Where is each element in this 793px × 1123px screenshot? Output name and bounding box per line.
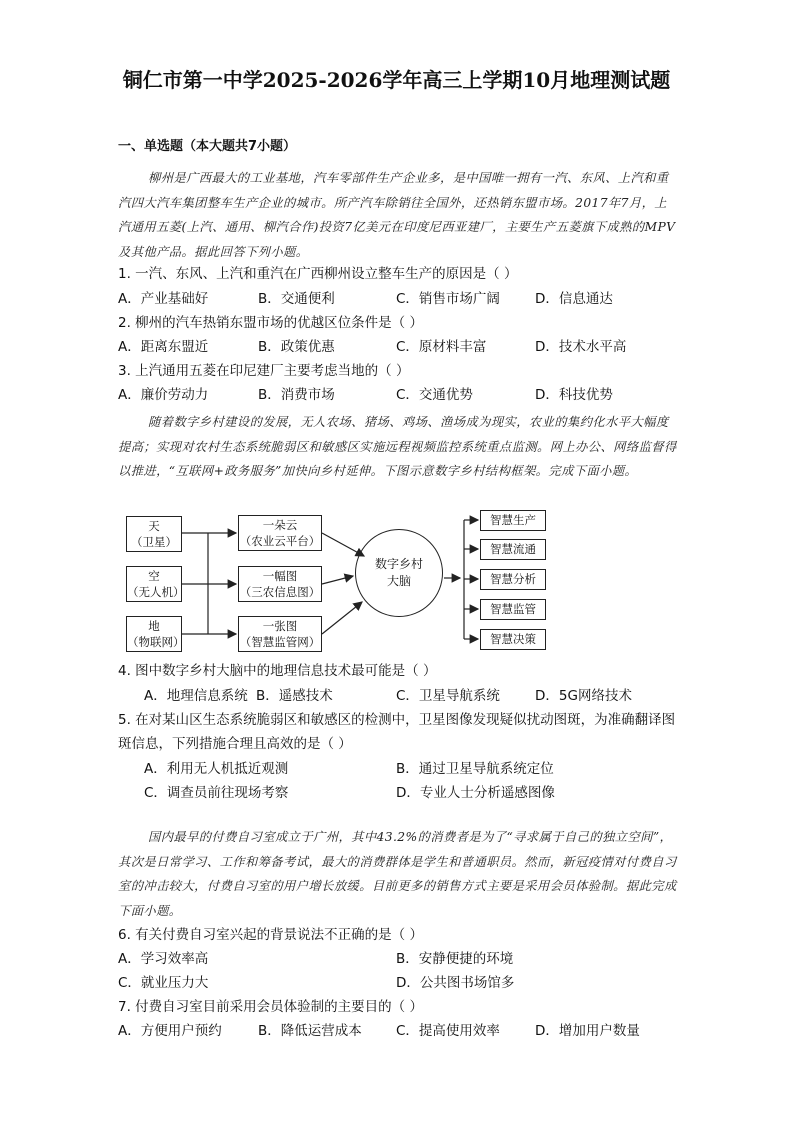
question-7: 7. 付费自习室目前采用会员体验制的主要目的（ ）	[118, 999, 423, 1015]
passage-1: 柳州是广西最大的工业基地，汽车零部件生产企业多，是中国唯一拥有一汽、东风、上汽和重汽四大汽车集团整车生产企业的城市。所产汽车除销往全国外，还热销东盟市场。2017年7月，上汽通用五菱(上汽、通用、柳汽合作)投资7亿美元在印度尼西亚建厂，主要生产五菱旗下成熟的MPV及其他产品。据此回答下列小题。	[118, 171, 676, 259]
option-6c[interactable]: C．就业压力大	[118, 975, 209, 991]
passage-3: 国内最早的付费自习室成立于广州，其中43.2%的消费者是为了“寻求属于自己的独立空间”，其次是日常学习、工作和筹备考试，最大的消费群体是学生和普通职员。然而，新冠疫情对付费自习室的冲击较大，付费自习室的用户增长放缓。目前更多的销售方式主要是采用会员体验制。据此完成下面小题。	[118, 830, 677, 918]
question-4: 4. 图中数字乡村大脑中的地理信息技术最可能是（ ）	[118, 663, 437, 679]
options-4	[144, 684, 704, 708]
option-2c[interactable]: C．原材料丰富	[396, 339, 487, 355]
node-smart-circulation: 智慧流通	[480, 539, 546, 560]
option-7d[interactable]: D．增加用户数量	[535, 1023, 640, 1039]
option-1b[interactable]: B．交通便利	[258, 291, 335, 307]
option-6a[interactable]: A．学习效率高	[118, 951, 209, 967]
options-6-row2	[118, 971, 678, 995]
option-7a[interactable]: A．方便用户预约	[118, 1023, 222, 1039]
question-2: 2. 柳州的汽车热销东盟市场的优越区位条件是（ ）	[118, 315, 423, 331]
node-air-drone: 空 （无人机）	[126, 566, 182, 602]
option-4c[interactable]: C．卫星导航系统	[396, 688, 500, 704]
option-4d[interactable]: D．5G网络技术	[535, 688, 632, 704]
option-6b[interactable]: B．安静便捷的环境	[396, 951, 514, 967]
node-sky-satellite: 天 （卫星）	[126, 516, 182, 552]
options-7	[118, 1019, 678, 1043]
node-ground-iot: 地 （物联网）	[126, 616, 182, 652]
question-3: 3. 上汽通用五菱在印尼建厂主要考虑当地的（ ）	[118, 363, 410, 379]
option-1a[interactable]: A．产业基础好	[118, 291, 209, 307]
options-5-row1	[144, 757, 704, 781]
node-cloud-platform: 一朵云 （农业云平台）	[238, 515, 322, 551]
option-6d[interactable]: D．公共图书场馆多	[396, 975, 515, 991]
option-3b[interactable]: B．消费市场	[258, 387, 335, 403]
node-smart-decision: 智慧决策	[480, 629, 546, 650]
option-3a[interactable]: A．廉价劳动力	[118, 387, 209, 403]
option-3c[interactable]: C．交通优势	[396, 387, 473, 403]
options-2	[118, 335, 678, 359]
option-4a[interactable]: A．地理信息系统	[144, 688, 248, 704]
options-5-row2	[144, 781, 704, 805]
option-2d[interactable]: D．技术水平高	[535, 339, 627, 355]
option-7c[interactable]: C．提高使用效率	[396, 1023, 500, 1039]
page-title: 铜仁市第一中学2025-2026学年高三上学期10月地理测试题	[122, 68, 671, 92]
options-1	[118, 287, 678, 311]
option-1c[interactable]: C．销售市场广阔	[396, 291, 500, 307]
option-7b[interactable]: B．降低运营成本	[258, 1023, 362, 1039]
node-smart-supervision: 智慧监管	[480, 599, 546, 620]
option-1d[interactable]: D．信息通达	[535, 291, 613, 307]
option-5a[interactable]: A．利用无人机抵近观测	[144, 761, 289, 777]
options-6-row1	[118, 947, 678, 971]
option-3d[interactable]: D．科技优势	[535, 387, 613, 403]
option-2a[interactable]: A．距离东盟近	[118, 339, 209, 355]
digital-village-diagram	[118, 506, 678, 656]
options-3	[118, 383, 678, 407]
question-5: 5. 在对某山区生态系统脆弱区和敏感区的检测中，卫星图像发现疑似扰动图斑，为准确翻译图斑信息，下列措施合理且高效的是（ ）	[118, 712, 676, 752]
question-6: 6. 有关付费自习室兴起的背景说法不正确的是（ ）	[118, 927, 423, 943]
node-smart-production: 智慧生产	[480, 510, 546, 531]
node-info-map: 一幅图 （三农信息图）	[238, 566, 322, 602]
question-1: 1. 一汽、东风、上汽和重汽在广西柳州设立整车生产的原因是（ ）	[118, 266, 518, 282]
node-village-brain: 数字乡村 大脑	[355, 529, 443, 617]
option-5d[interactable]: D．专业人士分析遥感图像	[396, 785, 555, 801]
node-smart-analysis: 智慧分析	[480, 569, 546, 590]
node-supervision-net: 一张图 （智慧监管网）	[238, 616, 322, 652]
section-heading: 一、单选题（本大题共7小题）	[118, 139, 297, 154]
option-5c[interactable]: C．调查员前往现场考察	[144, 785, 289, 801]
passage-2: 随着数字乡村建设的发展，无人农场、猪场、鸡场、渔场成为现实，农业的集约化水平大幅度提高；实现对农村生态系统脆弱区和敏感区实施远程视频监控系统重点监测。网上办公、网络监督得以推进，“互联网+政务服务”加快向乡村延伸。下图示意数字乡村结构框架。完成下面小题。	[118, 415, 677, 478]
option-4b[interactable]: B．遥感技术	[256, 688, 333, 704]
option-2b[interactable]: B．政策优惠	[258, 339, 335, 355]
option-5b[interactable]: B．通过卫星导航系统定位	[396, 761, 554, 777]
